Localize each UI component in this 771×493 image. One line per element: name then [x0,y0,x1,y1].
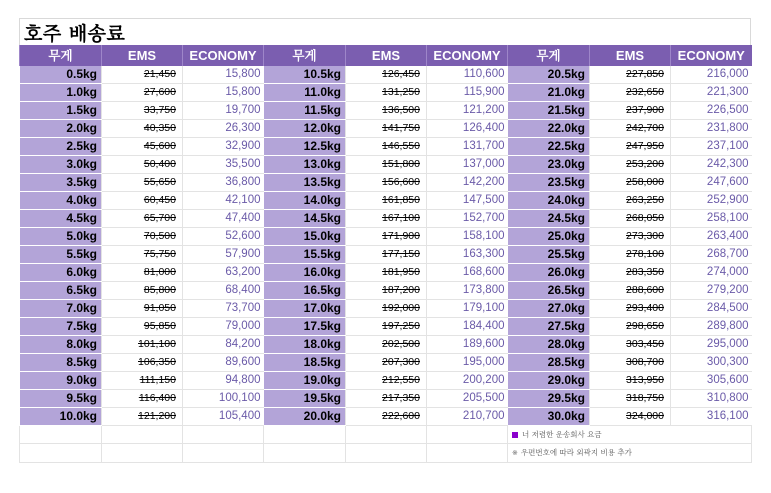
header-economy-2: ECONOMY [427,45,508,66]
weight-cell: 20.5kg [508,66,590,84]
weight-cell: 22.0kg [508,120,590,138]
ems-price-cell: 177,150 [346,246,427,264]
weight-cell: 18.5kg [264,354,346,372]
weight-cell: 0.5kg [20,66,102,84]
weight-cell: 28.0kg [508,336,590,354]
weight-cell: 23.0kg [508,156,590,174]
ems-price-cell: 70,500 [102,228,183,246]
weight-cell: 2.0kg [20,120,102,138]
ems-price-cell: 278,100 [590,246,671,264]
ems-price-cell: 217,350 [346,390,427,408]
table-row [20,246,752,264]
economy-price-cell: 110,600 [427,66,508,84]
weight-cell: 1.0kg [20,84,102,102]
economy-price-cell: 47,400 [183,210,264,228]
weight-cell: 14.5kg [264,210,346,228]
economy-price-cell: 179,100 [427,300,508,318]
notes-row-2 [20,444,752,463]
ems-price-cell: 121,200 [102,408,183,426]
economy-price-cell: 36,800 [183,174,264,192]
weight-cell: 29.0kg [508,372,590,390]
weight-cell: 3.5kg [20,174,102,192]
ems-price-cell: 40,350 [102,120,183,138]
economy-price-cell: 63,200 [183,264,264,282]
economy-price-cell: 252,900 [671,192,752,210]
table-row [20,390,752,408]
weight-cell: 2.5kg [20,138,102,156]
weight-cell: 3.0kg [20,156,102,174]
ems-price-cell: 111,150 [102,372,183,390]
ems-price-cell: 288,600 [590,282,671,300]
weight-cell: 8.5kg [20,354,102,372]
header-weight-1: 무게 [20,45,102,66]
weight-cell: 12.5kg [264,138,346,156]
ems-price-cell: 313,950 [590,372,671,390]
weight-cell: 25.5kg [508,246,590,264]
table-row [20,102,752,120]
ems-price-cell: 85,800 [102,282,183,300]
rate-body [20,66,752,426]
economy-price-cell: 15,800 [183,66,264,84]
weight-cell: 22.5kg [508,138,590,156]
header-ems-3: EMS [590,45,671,66]
weight-cell: 29.5kg [508,390,590,408]
weight-cell: 24.5kg [508,210,590,228]
surcharge-note-text: 우편번호에 따라 외곽지 비용 추가 [520,448,632,458]
economy-price-cell: 263,400 [671,228,752,246]
economy-price-cell: 26,300 [183,120,264,138]
weight-cell: 21.5kg [508,102,590,120]
ems-price-cell: 55,650 [102,174,183,192]
weight-cell: 12.0kg [264,120,346,138]
ems-price-cell: 268,050 [590,210,671,228]
weight-cell: 6.0kg [20,264,102,282]
economy-price-cell: 316,100 [671,408,752,426]
ems-price-cell: 298,650 [590,318,671,336]
weight-cell: 30.0kg [508,408,590,426]
blank-cell [264,444,346,463]
ems-price-cell: 187,200 [346,282,427,300]
economy-price-cell: 305,600 [671,372,752,390]
ems-price-cell: 141,750 [346,120,427,138]
blank-cell [102,426,183,444]
weight-cell: 1.5kg [20,102,102,120]
economy-price-cell: 295,000 [671,336,752,354]
economy-price-cell: 105,400 [183,408,264,426]
weight-cell: 10.0kg [20,408,102,426]
economy-price-cell: 121,200 [427,102,508,120]
ems-price-cell: 197,250 [346,318,427,336]
economy-price-cell: 79,000 [183,318,264,336]
weight-cell: 8.0kg [20,336,102,354]
economy-price-cell: 205,500 [427,390,508,408]
ems-price-cell: 27,600 [102,84,183,102]
header-ems-1: EMS [102,45,183,66]
economy-price-cell: 189,600 [427,336,508,354]
table-row [20,264,752,282]
ems-price-cell: 318,750 [590,390,671,408]
ems-price-cell: 33,750 [102,102,183,120]
economy-price-cell: 131,700 [427,138,508,156]
reference-mark: ※ [512,449,518,458]
table-row [20,84,752,102]
ems-price-cell: 293,400 [590,300,671,318]
table-row [20,282,752,300]
table-row [20,66,752,84]
header-economy-3: ECONOMY [671,45,752,66]
header-row [20,45,752,66]
weight-cell: 9.5kg [20,390,102,408]
ems-price-cell: 227,850 [590,66,671,84]
weight-cell: 4.5kg [20,210,102,228]
ems-price-cell: 171,900 [346,228,427,246]
weight-cell: 25.0kg [508,228,590,246]
weight-cell: 5.0kg [20,228,102,246]
shipping-rate-table [19,45,752,463]
ems-price-cell: 50,400 [102,156,183,174]
economy-price-cell: 216,000 [671,66,752,84]
table-row [20,354,752,372]
weight-cell: 9.0kg [20,372,102,390]
ems-price-cell: 81,000 [102,264,183,282]
weight-cell: 20.0kg [264,408,346,426]
economy-price-cell: 15,800 [183,84,264,102]
ems-price-cell: 151,800 [346,156,427,174]
weight-cell: 15.5kg [264,246,346,264]
economy-price-cell: 242,300 [671,156,752,174]
weight-cell: 27.0kg [508,300,590,318]
legend-note-text: 너 저렴한 운송회사 요금 [522,430,602,440]
economy-price-cell: 57,900 [183,246,264,264]
blank-cell [102,444,183,463]
weight-cell: 13.0kg [264,156,346,174]
ems-price-cell: 232,650 [590,84,671,102]
ems-price-cell: 146,550 [346,138,427,156]
ems-price-cell: 136,500 [346,102,427,120]
weight-cell: 10.5kg [264,66,346,84]
weight-cell: 26.5kg [508,282,590,300]
economy-price-cell: 200,200 [427,372,508,390]
ems-price-cell: 247,950 [590,138,671,156]
economy-price-cell: 173,800 [427,282,508,300]
weight-cell: 19.0kg [264,372,346,390]
ems-price-cell: 324,000 [590,408,671,426]
ems-price-cell: 116,400 [102,390,183,408]
table-row [20,408,752,426]
ems-price-cell: 263,250 [590,192,671,210]
title-row [19,18,751,45]
economy-price-cell: 284,500 [671,300,752,318]
ems-price-cell: 207,300 [346,354,427,372]
weight-cell: 14.0kg [264,192,346,210]
surcharge-note [508,444,752,463]
economy-price-cell: 35,500 [183,156,264,174]
table-row [20,228,752,246]
table-row [20,192,752,210]
economy-price-cell: 100,100 [183,390,264,408]
ems-price-cell: 222,600 [346,408,427,426]
economy-price-cell: 210,700 [427,408,508,426]
ems-price-cell: 303,450 [590,336,671,354]
economy-price-cell: 84,200 [183,336,264,354]
weight-cell: 11.0kg [264,84,346,102]
ems-price-cell: 95,850 [102,318,183,336]
weight-cell: 4.0kg [20,192,102,210]
blank-cell [427,426,508,444]
economy-price-cell: 163,300 [427,246,508,264]
blank-cell [20,426,102,444]
economy-price-cell: 289,800 [671,318,752,336]
economy-price-cell: 115,900 [427,84,508,102]
weight-cell: 11.5kg [264,102,346,120]
weight-cell: 24.0kg [508,192,590,210]
economy-price-cell: 89,600 [183,354,264,372]
economy-price-cell: 258,100 [671,210,752,228]
weight-cell: 6.5kg [20,282,102,300]
economy-price-cell: 158,100 [427,228,508,246]
economy-price-cell: 52,600 [183,228,264,246]
header-weight-3: 무게 [508,45,590,66]
blank-cell [346,426,427,444]
economy-price-cell: 226,500 [671,102,752,120]
ems-price-cell: 131,250 [346,84,427,102]
blank-cell [427,444,508,463]
ems-price-cell: 126,450 [346,66,427,84]
weight-cell: 5.5kg [20,246,102,264]
economy-price-cell: 195,000 [427,354,508,372]
header-weight-2: 무게 [264,45,346,66]
weight-cell: 16.0kg [264,264,346,282]
ems-price-cell: 45,600 [102,138,183,156]
weight-cell: 21.0kg [508,84,590,102]
header-ems-2: EMS [346,45,427,66]
economy-price-cell: 231,800 [671,120,752,138]
page-title: 호주 배송료 [24,22,126,45]
blank-cell [20,444,102,463]
table-row [20,174,752,192]
ems-price-cell: 242,700 [590,120,671,138]
ems-price-cell: 161,850 [346,192,427,210]
economy-price-cell: 274,000 [671,264,752,282]
ems-price-cell: 106,350 [102,354,183,372]
ems-price-cell: 192,000 [346,300,427,318]
economy-price-cell: 32,900 [183,138,264,156]
ems-price-cell: 273,300 [590,228,671,246]
economy-price-cell: 279,200 [671,282,752,300]
economy-price-cell: 310,800 [671,390,752,408]
ems-price-cell: 258,000 [590,174,671,192]
economy-price-cell: 300,300 [671,354,752,372]
header-economy-1: ECONOMY [183,45,264,66]
ems-price-cell: 65,700 [102,210,183,228]
weight-cell: 7.0kg [20,300,102,318]
weight-cell: 18.0kg [264,336,346,354]
blank-cell [183,444,264,463]
economy-price-cell: 221,300 [671,84,752,102]
legend-note [508,426,752,444]
ems-price-cell: 156,600 [346,174,427,192]
blank-cell [264,426,346,444]
legend-square-icon [512,432,518,438]
economy-price-cell: 247,600 [671,174,752,192]
economy-price-cell: 168,600 [427,264,508,282]
table-row [20,138,752,156]
weight-cell: 13.5kg [264,174,346,192]
ems-price-cell: 21,450 [102,66,183,84]
ems-price-cell: 181,950 [346,264,427,282]
blank-cell [346,444,427,463]
ems-price-cell: 202,500 [346,336,427,354]
weight-cell: 15.0kg [264,228,346,246]
weight-cell: 7.5kg [20,318,102,336]
economy-price-cell: 184,400 [427,318,508,336]
weight-cell: 26.0kg [508,264,590,282]
weight-cell: 19.5kg [264,390,346,408]
weight-cell: 16.5kg [264,282,346,300]
economy-price-cell: 147,500 [427,192,508,210]
ems-price-cell: 101,100 [102,336,183,354]
economy-price-cell: 152,700 [427,210,508,228]
ems-price-cell: 253,200 [590,156,671,174]
weight-cell: 17.5kg [264,318,346,336]
economy-price-cell: 42,100 [183,192,264,210]
economy-price-cell: 73,700 [183,300,264,318]
ems-price-cell: 91,050 [102,300,183,318]
economy-price-cell: 126,400 [427,120,508,138]
table-row [20,300,752,318]
ems-price-cell: 75,750 [102,246,183,264]
table-row [20,318,752,336]
ems-price-cell: 283,350 [590,264,671,282]
economy-price-cell: 19,700 [183,102,264,120]
blank-cell [183,426,264,444]
weight-cell: 28.5kg [508,354,590,372]
economy-price-cell: 68,400 [183,282,264,300]
ems-price-cell: 308,700 [590,354,671,372]
economy-price-cell: 137,000 [427,156,508,174]
table-row [20,210,752,228]
table-row [20,120,752,138]
ems-price-cell: 237,900 [590,102,671,120]
economy-price-cell: 94,800 [183,372,264,390]
table-row [20,336,752,354]
ems-price-cell: 212,550 [346,372,427,390]
notes-row-1 [20,426,752,444]
ems-price-cell: 167,100 [346,210,427,228]
weight-cell: 27.5kg [508,318,590,336]
table-row [20,156,752,174]
economy-price-cell: 237,100 [671,138,752,156]
price-sheet [19,18,751,463]
weight-cell: 17.0kg [264,300,346,318]
weight-cell: 23.5kg [508,174,590,192]
economy-price-cell: 268,700 [671,246,752,264]
ems-price-cell: 60,450 [102,192,183,210]
economy-price-cell: 142,200 [427,174,508,192]
table-row [20,372,752,390]
